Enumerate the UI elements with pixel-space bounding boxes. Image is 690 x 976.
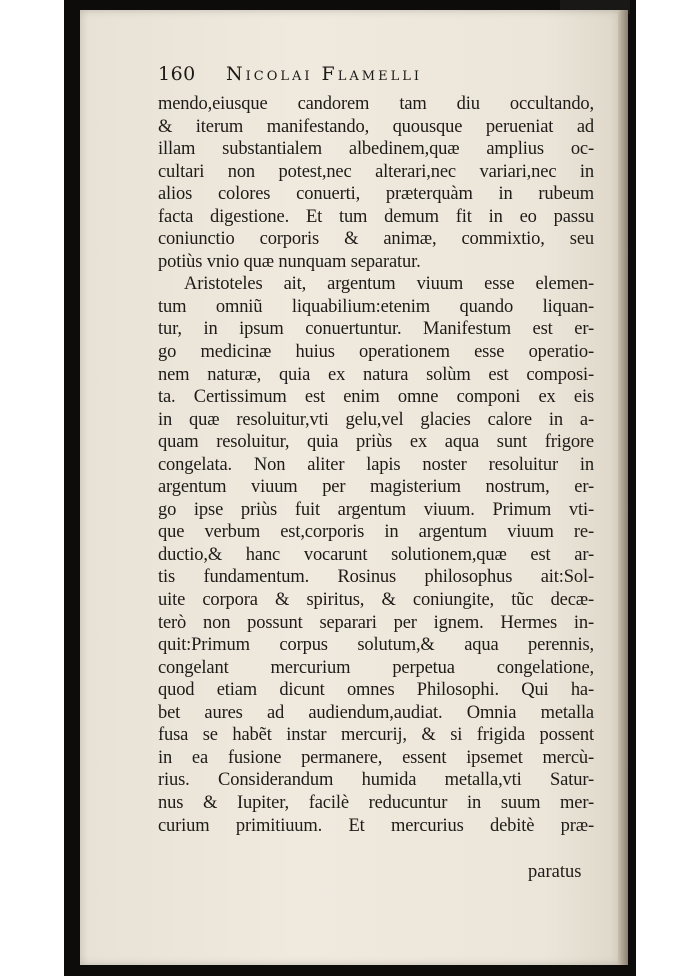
text-line: tis fundamentum. Rosinus philosophus ait:Sol- [158, 567, 594, 588]
text-line: terò non possunt separari per ignem. Hermes in- [158, 612, 594, 633]
text-line: curium primitiuum. Et mercurius debitè præ- [158, 815, 594, 836]
text-line: mendo,eiusque candorem tam diu occultando, [158, 94, 594, 114]
text-line: fusa se habẽt instar mercurij, & si frigida possent [158, 725, 594, 746]
text-line: bet aures ad audiendum,audiat. Omnia metalla [158, 702, 594, 723]
text-line: uite corpora & spiritus, & coniungite, tũc decæ- [158, 590, 594, 611]
text-line: quam resoluitur, quia priùs ex aqua sunt frigore [158, 432, 594, 453]
text-line: ductio,& hanc vocarunt solutionem,quæ est ar- [158, 544, 594, 565]
text-line: quod etiam dicunt omnes Philosophi. Qui ha- [158, 680, 594, 701]
text-line: tum omniũ liquabilium:etenim quando liquan- [158, 296, 594, 317]
text-line: rius. Considerandum humida metalla,vti Satur- [158, 770, 594, 791]
text-line: facta digestione. Et tum demum fit in eo passu [158, 206, 594, 227]
page-edge [618, 10, 628, 965]
text-line: potiùs vnio quæ nunquam separatur. [158, 251, 421, 272]
running-title: Nicolai Flamelli [226, 63, 422, 85]
text-line: que verbum est,corporis in argentum viuum re- [158, 522, 594, 543]
text-line: alios colores conuerti, præterquàm in rubeum [158, 184, 594, 205]
text-line: go medicinæ huius operationem esse operatio- [158, 342, 594, 363]
page-header [158, 63, 598, 89]
text-line: nem naturæ, quia ex natura solùm est composi- [158, 364, 594, 385]
text-line: cultari non potest,nec alterari,nec variari,nec in [158, 161, 594, 182]
text-line: in ea fusione permanere, essent ipsemet mercù- [158, 747, 594, 768]
text-line: go ipse priùs fuit argentum viuum. Primum vti- [158, 499, 594, 520]
text-line: nus & Iupiter, facilè reducuntur in suum mer- [158, 792, 594, 813]
body-text [158, 93, 594, 837]
text-line: congelata. Non aliter lapis noster resoluitur in [158, 454, 594, 475]
text-line: argentum viuum per magisterium nostrum, er- [158, 477, 594, 498]
text-line: illam substantialem albedinem,quæ amplius oc- [158, 139, 594, 160]
text-line: ta. Certissimum est enim omne componi ex eis [158, 387, 594, 408]
page-number: 160 [158, 63, 196, 85]
text-line: tur, in ipsum conuertuntur. Manifestum est er- [158, 319, 594, 340]
text-line: in quæ resoluitur,vti gelu,vel glacies calore in a- [158, 409, 594, 430]
text-line: quit:Primum corpus solutum,& aqua perennis, [158, 635, 594, 656]
catchword: paratus [528, 862, 582, 882]
text-line: Aristoteles ait, argentum viuum esse elemen- [184, 274, 594, 295]
text-line: & iterum manifestando, quousque perueniat ad [158, 116, 594, 137]
text-line: congelant mercurium perpetua congelatione, [158, 657, 594, 678]
text-line: coniunctio corporis & animæ, commixtio, seu [158, 229, 594, 250]
